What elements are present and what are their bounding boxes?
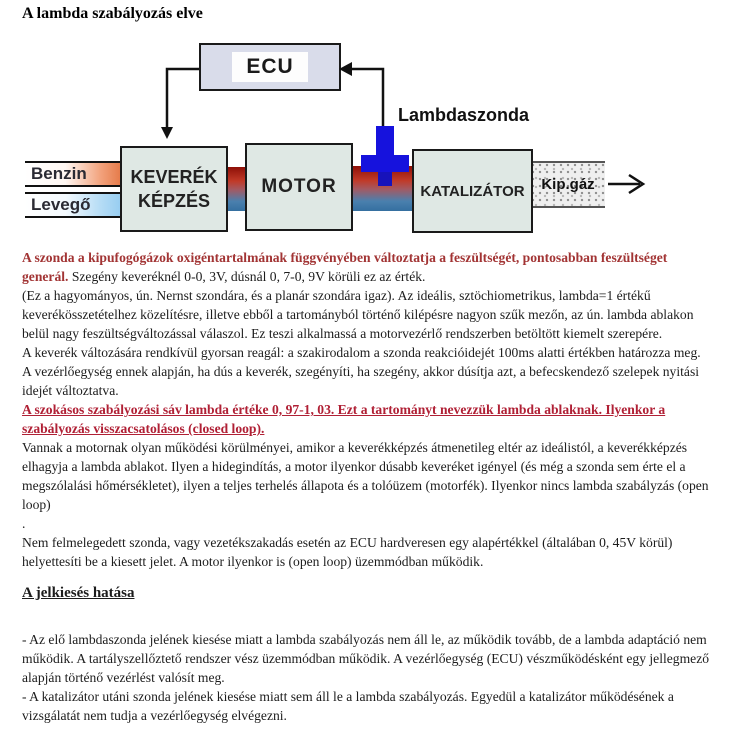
exhaust-flow-arrow	[608, 175, 643, 193]
nernst-paragraph: (Ez a hagyományos, ún. Nernst szondára, és a planár szondára igaz). Az ideális, sztöchiometrikus, lambda=1 értékű keverékösszetételhez közelítésre, illetve ebből a tartományból történő kilépésre nagyon szűk mezőn, az ún. lambda ablakon belül nagy feszültségváltozással válaszol. Ez teszi alkalmassá a motorvezérlő rendszerben betöltött kiemelt szerepére.	[22, 288, 694, 341]
benzin-flow-bar	[25, 161, 126, 187]
fallback-paragraph: Nem felmelegedett szonda, vagy vezetékszakadás esetén az ECU hardveresen egy alapértékkel (általában 0, 45V körül) helyettesíti be a kiesett jelet. A motor ilyenkor is (open loop) üzemmódban működik.	[22, 535, 673, 569]
rear-sensor-loss-paragraph: - A katalizátor utáni szonda jelének kiesése miatt sem áll le a lambda szabályozás. Egyedül a katalizátor működésének a vizsgálatát nem tudja a vezérlőegység elvégezni.	[22, 689, 674, 723]
mixture-label-line2: KÉPZÉS	[137, 191, 211, 211]
exhaust-label: Kip.gáz	[541, 176, 595, 193]
intro-rest-text: Szegény keveréknél 0-0, 3V, dúsnál 0, 7-0, 9V körüli ez az érték.	[68, 269, 426, 284]
openloop-paragraph: Vannak a motornak olyan működési körülményei, amikor a keverékképzés átmenetileg eltér az ideálistól, a keverékképzés elhagyja a lambda ablakot. Ilyen a hidegindítás, a motor ilyenkor dúsabb keveréket igényel (és még a szonda sem érte el a megszólalási hőmérsékletet), ilyen a teljes terhelés állapota és a tolóüzem (motorfék). Ilyenkor nincs lambda szabályzás (open loop)	[22, 440, 709, 512]
mixture-label-line1: KEVERÉK	[130, 167, 218, 187]
catalyst-label: KATALIZÁTOR	[420, 182, 525, 200]
lambda-control-diagram	[0, 0, 735, 245]
stray-dot-line: .	[22, 516, 26, 531]
intro-bold-text: A szonda a kipufogógázok oxigéntartalmának függvényében változtatja a feszültségét, pontosabban feszültséget generál.	[22, 250, 668, 284]
exhaust-gas-bar	[531, 161, 605, 208]
benzin-label: Benzin	[31, 164, 87, 183]
motor-label: MOTOR	[261, 176, 337, 197]
front-sensor-loss-paragraph: - Az elő lambdaszonda jelének kiesése miatt a lambda szabályozás nem áll le, az működik tovább, de a lambda adaptáció nem működik. A tartályszellőztető rendszer vész üzemmódban működik. A vezérlőegység (ECU) vészműködésként egy jellegmező alapján történő vezérlést valósít meg.	[22, 632, 710, 685]
lambda-sensor-probe	[378, 172, 392, 186]
motor-box	[245, 143, 353, 231]
signal-loss-heading: A jelkiesés hatása	[22, 585, 135, 601]
ecu-label: ECU	[232, 52, 307, 82]
ecu-box	[199, 43, 341, 91]
lambda-sensor-body	[361, 155, 409, 172]
levego-label: Levegő	[31, 195, 91, 214]
intro-paragraph	[22, 248, 710, 286]
sensor-to-ecu-arrow	[339, 62, 383, 127]
lambda-sensor-label: Lambdaszonda	[398, 105, 530, 125]
page-title: A lambda szabályozás elve	[22, 5, 203, 22]
body-text	[22, 248, 710, 725]
reaction-paragraph: A keverék változására rendkívül gyorsan reagál: a szakirodalom a szonda reakcióidejét 100ms alatti értékben határozza meg. A vezérlőegység ennek alapján, ha dús a keverék, szegényíti, ha szegény, akkor dúsítja azt, a befecskendező szelepek nyitási idejét változtatva.	[22, 345, 701, 398]
mixture-formation-box	[120, 146, 228, 232]
ecu-to-mixture-arrow	[161, 69, 199, 139]
lambda-window-paragraph: A szokásos szabályozási sáv lambda értéke 0, 97-1, 03. Ezt a tartományt nevezzük lambda ablaknak. Ilyenkor a szabályozás visszacsatolásos (closed loop).	[22, 402, 666, 436]
levego-flow-bar	[25, 192, 126, 218]
mixture-to-motor-pipe	[226, 167, 247, 211]
catalyst-box	[412, 149, 533, 233]
